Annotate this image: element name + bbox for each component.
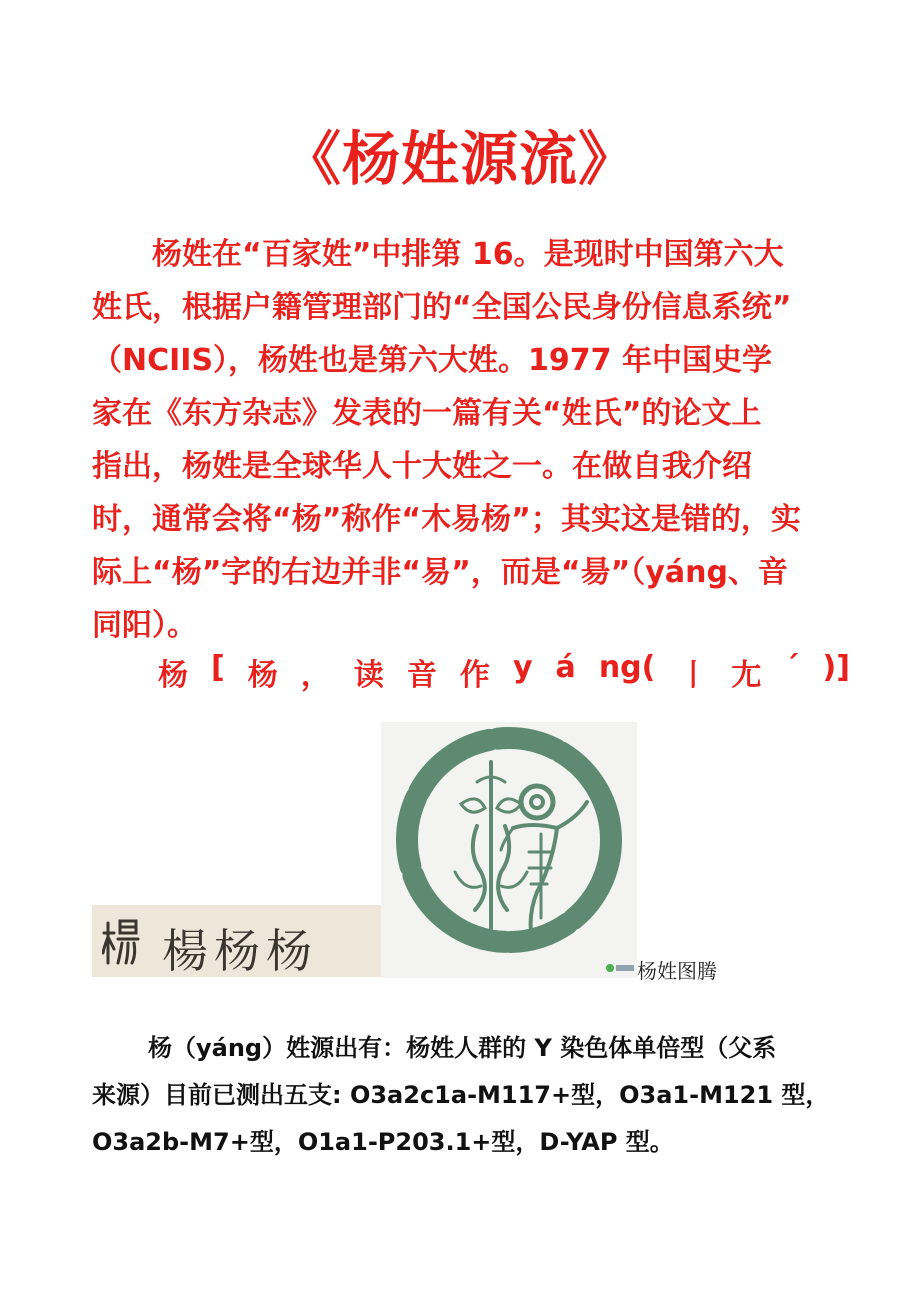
- intro-line: 际上“杨”字的右边并非“易”，而是“昜”（yáng、音: [92, 555, 788, 590]
- origin-line: 杨（yáng）姓源出有：杨姓人群的 Y 染色体单倍型（父系: [148, 1034, 777, 1062]
- intro-line: 家在《东方杂志》发表的一篇有关“姓氏”的论文上: [92, 396, 762, 431]
- intro-line: 姓氏，根据户籍管理部门的“全国公民身份信息系统”: [92, 290, 792, 325]
- pron-token: 音: [406, 658, 437, 693]
- origin-line: O3a2b-M7+型，O1a1-P203.1+型，D-YAP 型。: [92, 1128, 674, 1156]
- pron-token: á: [555, 650, 576, 685]
- pron-token: 作: [459, 658, 490, 693]
- pron-token: 尢: [731, 658, 762, 693]
- intro-line: 指出，杨姓是全球华人十大姓之一。在做自我介绍: [92, 449, 752, 484]
- script-forms-text: 楊杨杨: [162, 924, 318, 978]
- pron-token: 杨: [247, 658, 278, 693]
- seal-script-glyph-icon: [102, 913, 140, 969]
- pron-token: 杨: [158, 658, 188, 693]
- pron-token: ng(: [598, 650, 656, 685]
- intro-line: 时，通常会将“杨”称作“木易杨”；其实这是错的，实: [92, 502, 801, 537]
- totem-emblem-icon: [381, 722, 637, 978]
- document-title: 《杨姓源流》: [282, 125, 637, 193]
- intro-line: 杨姓在“百家姓”中排第 16。是现时中国第六大: [152, 237, 784, 272]
- pron-token: ˊ: [784, 650, 800, 685]
- pronunciation-line: [158, 650, 850, 694]
- pron-token: [: [211, 650, 225, 685]
- intro-paragraph: [92, 228, 852, 652]
- yang-totem-image: [381, 722, 637, 978]
- pron-token: y: [512, 650, 533, 685]
- pron-token: )]: [822, 650, 850, 685]
- intro-line: 同阳）。: [92, 608, 197, 643]
- pron-token: 丨: [678, 658, 709, 693]
- totem-caption: 杨姓图腾: [637, 959, 717, 983]
- pron-token: 读: [353, 658, 384, 693]
- watermark-logo-icon: [605, 962, 635, 974]
- intro-line: （NCIIS），杨姓也是第六大姓。1977 年中国史学: [92, 343, 772, 378]
- origin-paragraph: [92, 1025, 852, 1166]
- pron-token: ，: [300, 658, 331, 693]
- origin-line: 来源）目前已测出五支: O3a2c1a-M117+型，O3a1-M121 型，: [92, 1081, 830, 1109]
- script-forms-image: [92, 905, 382, 977]
